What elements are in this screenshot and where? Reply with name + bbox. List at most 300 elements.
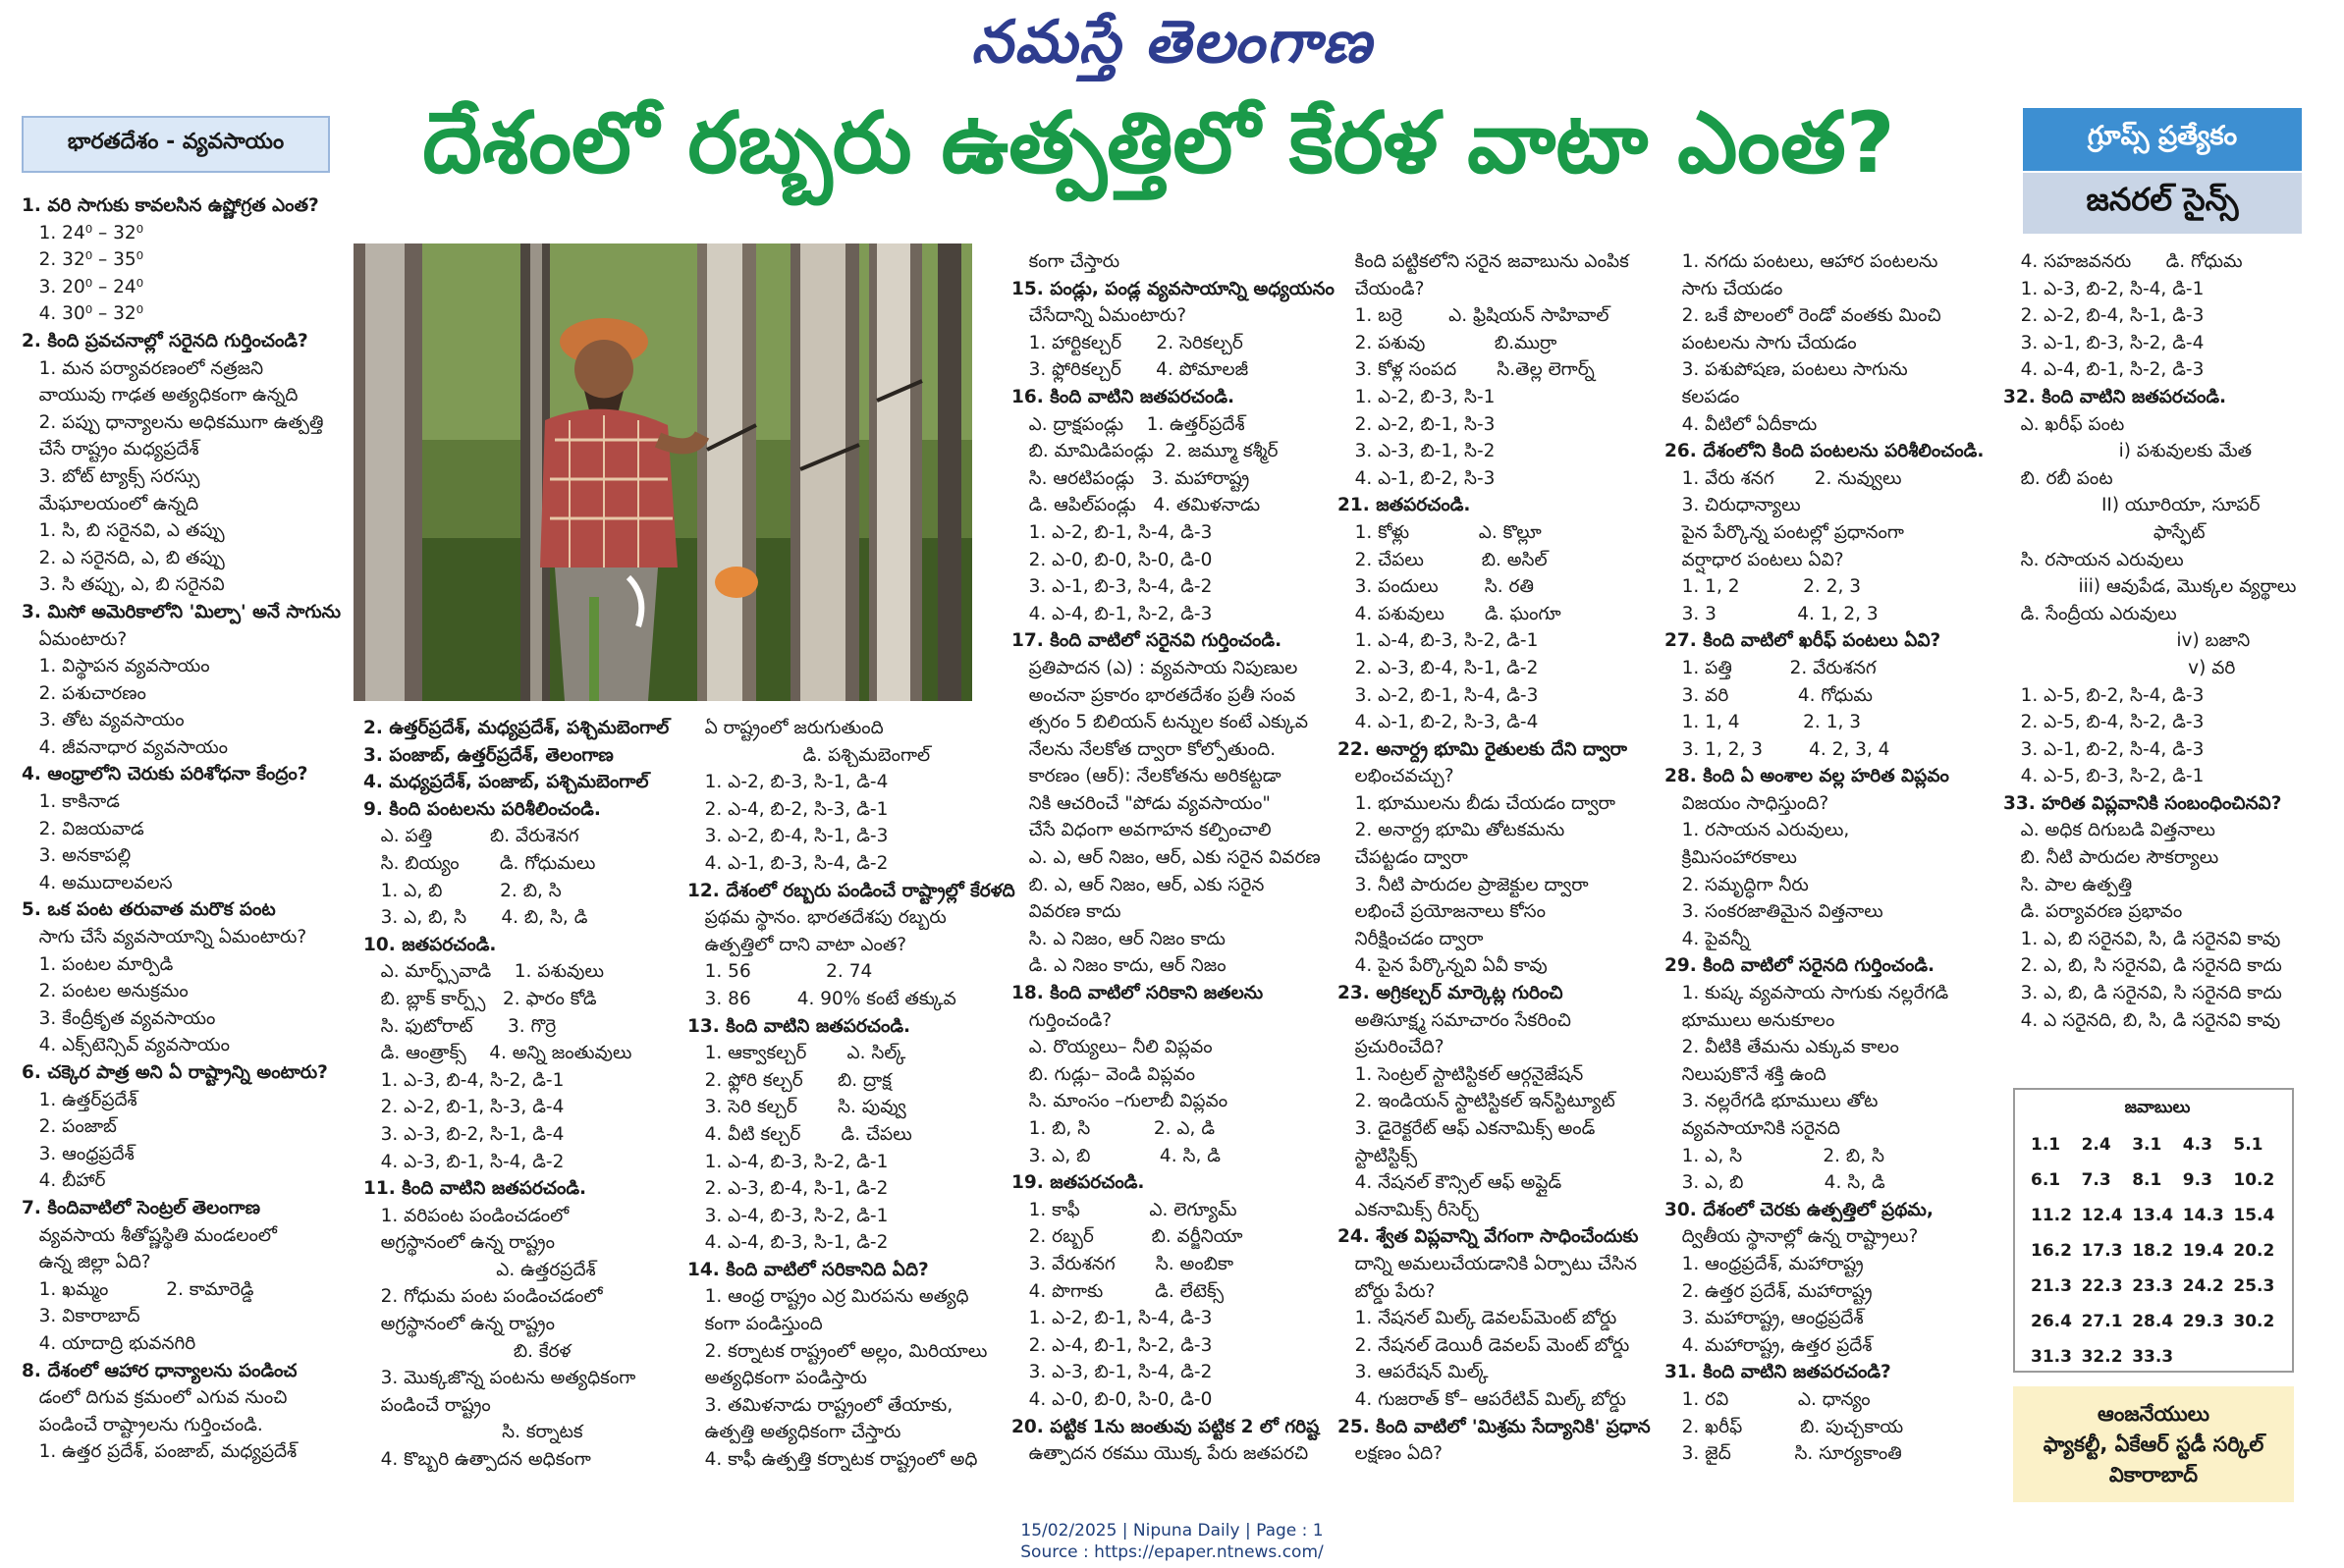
question-stem: 4. ఆంధ్రాలోని చెరుకు పరిశోధనా కేంద్రం? <box>22 764 308 785</box>
answer-item: 5.1 <box>2233 1135 2263 1155</box>
question-line: 3. పశుపోషణ, పంటలు సాగును <box>1664 359 1908 381</box>
question-line: 1. 24⁰ – 32⁰ <box>22 222 144 243</box>
question-line: 4. సహజవనరు డి. గోధుమ <box>2003 251 2243 272</box>
question-line: 1. పత్తి 2. వేరుశనగ <box>1664 657 1877 678</box>
question-line: లభించే ప్రయోజనాలు కోసం <box>1337 901 1547 923</box>
question-line: ఎకనామిక్స్ రీసెర్చ్ <box>1337 1199 1479 1220</box>
question-line: 1. సెంట్రల్ స్టాటిస్టికల్ ఆర్గనైజేషన్ <box>1337 1063 1584 1085</box>
question-line: 3. మహారాష్ట్ర, ఆంధ్రప్రదేశ్ <box>1664 1308 1864 1329</box>
question-stem: 30. దేశంలో చెరకు ఉత్పత్తిలో ప్రథమ, <box>1664 1199 1934 1220</box>
question-line: 3. ఎ-3, బి-1, సి-2 <box>1337 441 1496 462</box>
question-line: కారణం (ఆర్): నేలకోతను అరికట్టడా <box>1011 766 1281 787</box>
question-line: v) వరి <box>2003 657 2236 678</box>
answer-item: 24.2 <box>2182 1276 2224 1296</box>
question-line: 4. అముదాలవలస <box>22 872 173 893</box>
question-line: కలపడం <box>1664 386 1740 407</box>
question-line: ఎ. రొయ్యలు– నీలి విప్లవం <box>1011 1037 1213 1058</box>
question-line: 3. 1, 2, 3 4. 2, 3, 4 <box>1664 738 1890 760</box>
question-line: 3. ఎ, బి, డి సరైనవి, సి సరైనది కాదు <box>2003 983 2282 1004</box>
question-line: చేయండి? <box>1337 278 1425 299</box>
question-line: 2. ఎ-3, బి-4, సి-1, డి-2 <box>687 1178 889 1200</box>
question-line: 1. కుష్క వ్యవసాయ సాగుకు నల్లరేగడి <box>1664 983 1949 1004</box>
answer-item: 2.4 <box>2081 1135 2111 1155</box>
answer-item: 7.3 <box>2081 1170 2111 1190</box>
question-line: 2. ఉత్తర ప్రదేశ్, మహారాష్ట్ర <box>1664 1280 1873 1302</box>
question-stem: 3. పంజాబ్, ఉత్తర్‌ప్రదేశ్, తెలంగాణ <box>363 744 614 766</box>
question-stem: 28. కింది ఏ అంశాల వల్ల హరిత విప్లవం <box>1664 766 1949 787</box>
question-line: 3. తోట వ్యవసాయం <box>22 710 185 731</box>
question-line: 1. ఎ-2, బి-3, సి-1 <box>1337 386 1496 407</box>
question-line: సి. పాల ఉత్పత్తి <box>2003 874 2133 895</box>
question-stem: 13. కింది వాటిని జతపరచండి. <box>687 1015 911 1037</box>
column-2 <box>363 715 676 1474</box>
question-line: 1. హార్టికల్చర్ 2. సెరికల్చర్ <box>1011 332 1243 353</box>
question-line: పండించే రాష్ట్రం <box>363 1394 491 1416</box>
question-stem: 14. కింది వాటిలో సరికానిది ఏది? <box>687 1259 929 1280</box>
answer-item: 32.2 <box>2081 1347 2123 1367</box>
question-line: సి. ఆరటిపండ్లు 3. మహారాష్ట్ర <box>1011 467 1250 489</box>
question-line: సి. రసాయన ఎరువులు <box>2003 549 2184 570</box>
answers-grid <box>2031 1135 2284 1367</box>
question-line: 2. ఒకే పొలంలో రెండో వంతకు మించి <box>1664 305 1941 327</box>
question-line: 4. ఎ-1, బి-3, సి-4, డి-2 <box>687 852 889 874</box>
question-line: 2. విజయవాడ <box>22 818 144 839</box>
answer-item: 15.4 <box>2233 1206 2275 1225</box>
question-line: వ్యవసాయ శీతోష్ణస్థితి మండలంలో <box>22 1224 277 1246</box>
question-line: 3. సంకరజాతిమైన విత్తనాలు <box>1664 901 1883 923</box>
question-line: 4. ఎ-1, బి-2, సి-3 <box>1337 467 1496 489</box>
question-stem: 8. దేశంలో ఆహార ధాన్యాలను పండించ <box>22 1360 298 1381</box>
answer-item: 25.3 <box>2233 1276 2275 1296</box>
question-line: 1. 56 2. 74 <box>687 961 873 983</box>
question-stem: 17. కింది వాటిలో సరైనవి గుర్తించండి. <box>1011 630 1282 652</box>
question-line: అగ్రస్థానంలో ఉన్న రాష్ట్రం <box>363 1314 555 1335</box>
question-stem: 18. కింది వాటిలో సరికాని జతలను <box>1011 983 1264 1004</box>
footer-date-line: 15/02/2025 | Nipuna Daily | Page : 1 <box>1020 1521 1324 1541</box>
question-line: 2. పప్పు ధాన్యాలను అధికముగా ఉత్పత్తి <box>22 411 324 433</box>
question-line: 2. చేపలు బి. అసిల్ <box>1337 549 1548 570</box>
question-line: ఫాస్ఫేట్ <box>2003 521 2206 543</box>
question-line: డి. ఆంత్రాక్స్ 4. అన్ని జంతువులు <box>363 1043 632 1064</box>
question-line: 2. ఎ-2, బి-1, సి-3, డి-4 <box>363 1097 565 1118</box>
question-line: 4. నేషనల్ కౌన్సిల్ ఆఫ్ అప్లైడ్ <box>1337 1172 1562 1194</box>
answer-item: 11.2 <box>2031 1206 2072 1225</box>
question-line: ఉత్పత్తిలో దాని వాటా ఎంత? <box>687 934 907 955</box>
question-line: ప్రతిపాదన (ఎ) : వ్యవసాయ నిపుణుల <box>1011 657 1298 678</box>
question-line: విజయం సాధిస్తుంది? <box>1664 792 1829 814</box>
question-line: iii) ఆవుపేడ, మొక్కల వ్యర్థాలు <box>2003 576 2297 598</box>
question-line: నేలను నేలకోత ద్వారా కోల్పోతుంది. <box>1011 738 1277 760</box>
question-line: 1. ఆంధ్రప్రదేశ్, మహారాష్ట్ర <box>1664 1253 1864 1274</box>
question-line: 3. 20⁰ – 24⁰ <box>22 276 144 297</box>
question-line: 4. పైన పేర్కొన్నవి ఏవీ కావు <box>1337 955 1548 977</box>
question-line: త్సరం 5 బిలియన్ టన్నుల కంటే ఎక్కువ <box>1011 712 1308 733</box>
question-line: సి. బియ్యం డి. గోధుమలు <box>363 852 596 874</box>
question-line: సి. ఫుటోరాట్ 3. గొర్రె <box>363 1015 557 1037</box>
question-line: లక్షణం ఏది? <box>1337 1443 1443 1465</box>
question-line: లభించవచ్చు? <box>1337 766 1454 787</box>
question-stem: 21. జతపరచండి. <box>1337 495 1471 516</box>
question-line: 3. ఎ-2, బి-1, సి-4, డి-3 <box>1337 684 1539 706</box>
question-line: 3. వరి 4. గోధుమ <box>1664 684 1873 706</box>
question-stem: 3. మిసో అమెరికాలోని 'మిల్పా' అనే సాగును <box>22 601 342 622</box>
question-line: 2. రబ్బర్ బి. వర్జీనియా <box>1011 1226 1243 1248</box>
answer-item: 30.2 <box>2233 1312 2275 1331</box>
question-line: 3. వికారాబాద్ <box>22 1306 140 1327</box>
question-line: 1. ఎ-4, బి-3, సి-2, డి-1 <box>687 1151 889 1172</box>
column-3 <box>687 715 1015 1474</box>
question-line: 4. పొగాకు డి. లేటెక్స్ <box>1011 1280 1225 1302</box>
question-line: సి. మాంసం –గులాబీ విప్లవం <box>1011 1091 1228 1112</box>
question-line: ఉత్పాదన రకము యొక్క పేరు జతపరచి <box>1011 1443 1309 1465</box>
column-4 <box>1011 248 1335 1468</box>
question-line: డి. పశ్చిమబెంగాల్ <box>687 744 931 766</box>
question-line: ఎ. ఖరీఫ్ పంట <box>2003 413 2125 435</box>
answer-item: 14.3 <box>2182 1206 2224 1225</box>
answer-item: 3.1 <box>2132 1135 2162 1155</box>
question-line: 1. ఉత్తర ప్రదేశ్, పంజాబ్, మధ్యప్రదేశ్ <box>22 1441 298 1463</box>
question-line: అత్యధికంగా పండిస్తారు <box>687 1368 867 1389</box>
question-line: 1. ఉత్తర్‌ప్రదేశ్ <box>22 1089 137 1110</box>
question-line: 3. అనకాపల్లి <box>22 845 132 867</box>
question-line: 2. ఎ-3, బి-4, సి-1, డి-2 <box>1337 657 1539 678</box>
question-line: 3. చిరుధాన్యాలు <box>1664 495 1801 516</box>
question-line: 1. ఎ-5, బి-2, సి-4, డి-3 <box>2003 684 2205 706</box>
question-line: 4. వీటిలో ఏదీకాదు <box>1664 413 1818 435</box>
question-line: 3. ఎ, బి, సి 4. బి, సి, డి <box>363 907 588 929</box>
answer-item: 8.1 <box>2132 1170 2162 1190</box>
question-line: 2. అనార్ద్ర భూమి తోటకమను <box>1337 820 1565 841</box>
question-line: 2. సమృద్ధిగా నీరు <box>1664 874 1809 895</box>
question-line: iv) బజాని <box>2003 630 2251 652</box>
question-line: ఎ. మార్ఫ్స్‌వాడి 1. పశువులు <box>363 961 605 983</box>
question-line: 3. సెరి కల్చర్ సి. పువ్వు <box>687 1097 906 1118</box>
question-line: క్రిమిసంహారకాలు <box>1664 847 1797 869</box>
question-line: ఎ. పత్తి బి. వేరుశెనగ <box>363 826 579 847</box>
question-line: సి. కర్నాటక <box>363 1422 583 1443</box>
question-stem: 33. హరిత విప్లవానికి సంబంధించినవి? <box>2003 792 2282 814</box>
question-line: 2. ఎ సరైనది, ఎ, బి తప్పు <box>22 547 225 568</box>
question-line: 2. పశువు బి.ముర్రా <box>1337 332 1557 353</box>
question-line: 1. రవి ఎ. ధాన్యం <box>1664 1388 1871 1410</box>
question-stem: 1. వరి సాగుకు కావలసిన ఉష్ణోగ్రత ఎంత? <box>22 195 319 216</box>
question-line: 3. ఎ-1, బి-2, సి-4, డి-3 <box>2003 738 2205 760</box>
question-line: డి. పర్యావరణ ప్రభావం <box>2003 901 2183 923</box>
question-line: 1. ఎ-2, బి-3, సి-1, డి-4 <box>687 772 889 793</box>
answer-item: 13.4 <box>2132 1206 2174 1225</box>
question-line: 2. ఎ-2, బి-1, సి-3 <box>1337 413 1496 435</box>
question-stem: 9. కింది పంటలను పరిశీలించండి. <box>363 798 601 820</box>
question-line: 4. ఎక్స్‌టెన్సివ్ వ్యవసాయం <box>22 1035 231 1056</box>
question-stem: 29. కింది వాటిలో సరైనది గుర్తించండి. <box>1664 955 1935 977</box>
article-headline: దేశంలో రబ్బరు ఉత్పత్తిలో కేరళ వాటా ఎంత? <box>422 94 1895 192</box>
question-line: 3. ఎ, బి 4. సి, డి <box>1011 1145 1221 1166</box>
question-line: 4. ఎ-4, బి-3, సి-1, డి-2 <box>687 1232 889 1254</box>
question-line: 4. వీటి కల్చర్ డి. చేపలు <box>687 1123 912 1145</box>
question-line: కంగా పండిస్తుంది <box>687 1314 823 1335</box>
question-line: బి. మామిడిపండ్లు 2. జమ్మూ కశ్మీర్ <box>1011 441 1279 462</box>
question-line: 1. బి, సి 2. ఎ, డి <box>1011 1118 1216 1139</box>
question-stem: 4. మధ్యప్రదేశ్, పంజాబ్, పశ్చిమబెంగాల్ <box>363 772 649 793</box>
question-line: 3. నీటి పారుదల ప్రాజెక్టుల ద్వారా <box>1337 874 1589 895</box>
answer-item: 20.2 <box>2233 1241 2275 1261</box>
question-line: 4. ఎ-4, బి-1, సి-2, డి-3 <box>1011 603 1213 624</box>
question-line: అతిసూక్ష్మ సమాచారం సేకరించి <box>1337 1009 1571 1031</box>
question-line: 1. ఎ, బి 2. బి, సి <box>363 880 562 901</box>
question-stem: 7. కిందివాటిలో సెంట్రల్ తెలంగాణ <box>22 1197 261 1218</box>
question-line: డి. ఎ నిజం కాదు, ఆర్ నిజం <box>1011 955 1227 977</box>
question-line: అగ్రస్థానంలో ఉన్న రాష్ట్రం <box>363 1232 555 1254</box>
question-line: 4. ఎ-3, బి-1, సి-4, డి-2 <box>363 1151 565 1172</box>
answer-item: 9.3 <box>2182 1170 2212 1190</box>
question-line: ప్రథమ స్థానం. భారతదేశపు రబ్బరు <box>687 907 947 929</box>
question-stem: 23. అగ్రికల్చర్ మార్కెట్ల గురించి <box>1337 983 1563 1004</box>
answer-item: 1.1 <box>2031 1135 2061 1155</box>
question-line: 3. పందులు సి. రతి <box>1337 576 1534 598</box>
question-line: 4. ఎ-0, బి-0, సి-0, డి-0 <box>1011 1388 1213 1410</box>
question-line: 1. ఆక్వాకల్చర్ ఎ. సిల్క్ <box>687 1043 906 1064</box>
subject-tag: జనరల్ సైన్స్ <box>2023 173 2302 234</box>
question-line: II) యూరియా, సూపర్ <box>2003 495 2261 516</box>
question-line: 4. మహారాష్ట్ర, ఉత్తర ప్రదేశ్ <box>1664 1334 1873 1356</box>
question-line: 3. ఎ-3, బి-1, సి-4, డి-2 <box>1011 1362 1213 1383</box>
question-line: 1. నగదు పంటలు, ఆహార పంటలను <box>1664 251 1938 272</box>
question-line: ఉన్న జిల్లా ఏది? <box>22 1252 151 1273</box>
question-line: 3. ఎ-3, బి-2, సి-1, డి-4 <box>363 1123 565 1145</box>
question-stem: 15. పండ్లు, పండ్ల వ్యవసాయాన్ని అధ్యయనం <box>1011 278 1335 299</box>
answer-item: 33.3 <box>2132 1347 2174 1367</box>
question-line: సాగు చేయడం <box>1664 278 1783 299</box>
question-line: సి. ఎ నిజం, ఆర్ నిజం కాదు <box>1011 928 1226 949</box>
question-line: i) పశువులకు మేత <box>2003 441 2253 462</box>
question-line: పైన పేర్కొన్న పంటల్లో ప్రధానంగా <box>1664 521 1904 543</box>
answer-item: 27.1 <box>2081 1312 2123 1331</box>
question-line: ప్రచురించేది? <box>1337 1037 1445 1058</box>
question-line: 4. ఎ సరైనది, బి, సి, డి సరైనవి కావు <box>2003 1009 2281 1031</box>
question-line: 3. కేంద్రీకృత వ్యవసాయం <box>22 1007 216 1029</box>
question-stem: 16. కింది వాటిని జతపరచండి. <box>1011 386 1235 407</box>
question-stem: 31. కింది వాటిని జతపరచండి? <box>1664 1362 1891 1383</box>
answer-item: 12.4 <box>2081 1206 2123 1225</box>
question-line: 1. వేరు శనగ 2. నువ్వులు <box>1664 467 1902 489</box>
question-line: 3. ఎ-4, బి-3, సి-2, డి-1 <box>687 1205 889 1226</box>
answer-item: 17.3 <box>2081 1241 2123 1261</box>
question-line: 3. బోట్ ట్యాక్స్ సరస్సు <box>22 465 200 487</box>
question-line: ఏ రాష్ట్రంలో జరుగుతుంది <box>687 718 884 738</box>
question-line: 1. ఎ-2, బి-1, సి-4, డి-3 <box>1011 521 1213 543</box>
question-line: సాగు చేసే వ్యవసాయాన్ని ఏమంటారు? <box>22 927 307 948</box>
question-line: అంచనా ప్రకారం భారతదేశం ప్రతీ సంవ <box>1011 684 1296 706</box>
question-line: 2. పశుచారణం <box>22 682 146 704</box>
question-stem: 5. ఒక పంట తరువాత మరొక పంట <box>22 899 276 921</box>
question-line: 3. ఎ-1, బి-3, సి-4, డి-2 <box>1011 576 1213 598</box>
question-line: 3. ఎ, బి 4. సి, డి <box>1664 1172 1885 1194</box>
question-line: చేసే విధంగా అవగాహన కల్పించాలి <box>1011 820 1272 841</box>
question-line: 2. ఎ-2, బి-4, సి-1, డి-3 <box>2003 305 2205 327</box>
question-line: 1. ఆంధ్ర రాష్ట్రం ఎర్ర మిరపను అత్యధి <box>687 1286 969 1308</box>
question-line: ఎ. ఉత్తరప్రదేశ్ <box>363 1259 596 1280</box>
question-line: 1. ఎ-3, బి-4, సి-2, డి-1 <box>363 1069 565 1091</box>
question-line: 2. 32⁰ – 35⁰ <box>22 249 144 271</box>
section-tag: భారతదేశం - వ్యవసాయం <box>22 116 330 173</box>
question-stem: 22. అనార్ద్ర భూమి రైతులకు దేని ద్వారా <box>1337 738 1628 760</box>
question-line: ఏమంటారు? <box>22 628 128 650</box>
question-line: 2. ఇండియన్ స్టాటిస్టికల్ ఇన్‌స్టిట్యూట్ <box>1337 1091 1615 1112</box>
question-line: స్టాటిస్టిక్స్ <box>1337 1145 1418 1166</box>
question-line: కింది పట్టికలోని సరైన జవాబును ఎంపిక <box>1337 251 1629 272</box>
author-name: ఆంజనేయులు <box>2098 1401 2209 1426</box>
question-line: 3. జైద్ సి. సూర్యకాంతి <box>1664 1443 1902 1465</box>
question-line: 1. కాఫీ ఎ. లెగ్యూమ్ <box>1011 1199 1237 1220</box>
question-line: చేపట్టడం ద్వారా <box>1337 847 1468 869</box>
question-line: 1. ఎ, సి 2. బి, సి <box>1664 1145 1884 1166</box>
question-line: ఉత్పత్తి అత్యధికంగా చేస్తారు <box>687 1422 901 1443</box>
question-line: 2. ఎ-5, బి-4, సి-2, డి-3 <box>2003 712 2205 733</box>
question-line: 3. డైరెక్టరేట్ ఆఫ్ ఎకనామిక్స్ అండ్ <box>1337 1118 1596 1139</box>
question-line: 1. భూములను బీడు చేయడం ద్వారా <box>1337 792 1615 814</box>
question-line: ఎ. ద్రాక్షపండ్లు 1. ఉత్తర్‌ప్రదేశ్ <box>1011 413 1245 435</box>
question-line: 1. ఎ-3, బి-2, సి-4, డి-1 <box>2003 278 2205 299</box>
question-line: పండించే రాష్ట్రాలను గుర్తించండి. <box>22 1414 263 1435</box>
question-line: 1. కాకినాడ <box>22 791 120 813</box>
question-stem: 26. దేశంలోని కింది పంటలను పరిశీలించండి. <box>1664 441 1985 462</box>
author-place: వికారాబాద్ <box>2108 1462 2199 1487</box>
question-line: చేసేదాన్ని ఏమంటారు? <box>1011 305 1187 327</box>
question-line: కంగా చేస్తారు <box>1011 251 1120 272</box>
question-line: 3. ఎ-2, బి-4, సి-1, డి-3 <box>687 826 889 847</box>
question-line: 1. వరిపంట పండించడంలో <box>363 1205 570 1226</box>
column-5 <box>1337 248 1652 1468</box>
question-line: 4. ఎ-1, బి-2, సి-3, డి-4 <box>1337 712 1539 733</box>
question-line: ద్వితీయ స్థానాల్లో ఉన్న రాష్ట్రాలు? <box>1664 1226 1919 1248</box>
column-7 <box>2003 248 2327 1034</box>
question-line: 3. సి తప్పు, ఎ, బి సరైనవి <box>22 574 225 596</box>
question-stem: 10. జతపరచండి. <box>363 934 497 955</box>
question-line: బి. కేరళ <box>363 1340 572 1362</box>
question-line: 1. ఖమ్మం 2. కామారెడ్డి <box>22 1278 254 1300</box>
question-stem: 2. ఉత్తర్‌ప్రదేశ్, మధ్యప్రదేశ్, పశ్చిమబెంగాల్ <box>363 718 670 738</box>
question-stem: 11. కింది వాటిని జతపరచండి. <box>363 1178 587 1200</box>
question-line: 1. విస్థాపన వ్యవసాయం <box>22 656 210 677</box>
question-line: 1. బర్రె ఎ. ఫ్రిషియన్ సాహివాల్ <box>1337 305 1609 327</box>
question-line: 4. జీవనాధార వ్యవసాయం <box>22 736 228 758</box>
question-line: 3. కోళ్ల సంపద సి.తెల్ల లెగార్న్ <box>1337 359 1595 381</box>
footer-source-line: Source : https://epaper.ntnews.com/ <box>1020 1542 1324 1562</box>
question-line: బి. గుడ్లు– వెండి విప్లవం <box>1011 1063 1196 1085</box>
question-line: 1. కోళ్లు ఎ. కొల్లూ <box>1337 521 1542 543</box>
question-line: బోర్డు పేరు? <box>1337 1280 1436 1302</box>
question-line: 4. ఎ-5, బి-3, సి-2, డి-1 <box>2003 766 2205 787</box>
question-line: 3. వేరుశనగ సి. అంబికా <box>1011 1253 1234 1274</box>
question-line: 1. 1, 2 2. 2, 3 <box>1664 576 1861 598</box>
answer-item: 22.3 <box>2081 1276 2123 1296</box>
question-line: 2. గోధుమ పంట పండించడంలో <box>363 1286 603 1308</box>
question-line: 3. తమిళనాడు రాష్ట్రంలో తేయాకు, <box>687 1394 954 1416</box>
question-line: బి. బ్లాక్ కార్ప్స్ 2. ఫారం కోడి <box>363 988 597 1009</box>
question-line: 2. పంజాబ్ <box>22 1116 117 1138</box>
answer-item: 19.4 <box>2182 1241 2224 1261</box>
question-line: 1. సి, బి సరైనవి, ఎ తప్పు <box>22 520 225 542</box>
question-stem: 12. దేశంలో రబ్బరు పండించే రాష్ట్రాల్లో కేరళది <box>687 880 1015 901</box>
question-line: 1. మన పర్యావరణంలో నత్రజని <box>22 357 264 379</box>
question-line: 1. నేషనల్ మిల్క్ డెవలప్‌మెంట్ బోర్డు <box>1337 1308 1617 1329</box>
column-6 <box>1664 248 1989 1468</box>
answer-item: 23.3 <box>2132 1276 2174 1296</box>
question-line: 3. మొక్కజొన్న పంటను అత్యధికంగా <box>363 1368 636 1389</box>
question-line: డి. ఆపిల్‌పండ్లు 4. తమిళనాడు <box>1011 495 1261 516</box>
question-line: డి. సేంద్రీయ ఎరువులు <box>2003 603 2177 624</box>
newspaper-masthead: నమస్తే తెలంగాణ <box>970 8 1374 77</box>
answers-box <box>2013 1088 2294 1373</box>
question-line: 3. ఎ-1, బి-3, సి-2, డి-4 <box>2003 332 2205 353</box>
question-line: డంలో దిగువ క్రమంలో ఎగువ నుంచి <box>22 1387 288 1409</box>
question-stem: 24. శ్వేత విప్లవాన్ని వేగంగా సాధించేందుకు <box>1337 1226 1639 1248</box>
question-line: 2. ఎ-4, బి-2, సి-3, డి-1 <box>687 798 889 820</box>
groups-special-tag: గ్రూప్స్ ప్రత్యేకం <box>2023 108 2302 171</box>
question-line: 3. ఆంధ్రప్రదేశ్ <box>22 1143 135 1164</box>
question-line: 3. ఫ్లోరికల్చర్ 4. పోమాలజీ <box>1011 359 1249 381</box>
question-stem: 27. కింది వాటిలో ఖరీఫ్ పంటలు ఏవి? <box>1664 630 1941 652</box>
question-line: 3. నల్లరేగడి భూములు తోట <box>1664 1091 1879 1112</box>
answer-item: 28.4 <box>2132 1312 2174 1331</box>
question-line: 4. యాదాద్రి భువనగిరి <box>22 1332 196 1354</box>
question-line: 4. పైవన్నీ <box>1664 928 1750 949</box>
answer-item: 18.2 <box>2132 1241 2174 1261</box>
question-line: ఎ. ఎ, ఆర్ నిజం, ఆర్, ఎకు సరైన వివరణ <box>1011 847 1321 869</box>
question-line: 2. వీటికి తేమను ఎక్కువ కాలం <box>1664 1037 1899 1058</box>
question-line: 4. కాఫీ ఉత్పత్తి కర్నాటక రాష్ట్రంలో అధి <box>687 1449 978 1471</box>
question-line: 4. బీహార్ <box>22 1170 106 1192</box>
question-line: భూములు అనుకూలం <box>1664 1009 1835 1031</box>
question-line: ఎ. అధిక దిగుబడి విత్తనాలు <box>2003 820 2215 841</box>
question-line: 2. ఫ్లోరి కల్చర్ బి. ద్రాక్ష <box>687 1069 892 1091</box>
question-line: బి. ఎ, ఆర్ నిజం, ఆర్, ఎకు సరైన <box>1011 874 1265 895</box>
footer <box>0 1520 2344 1563</box>
question-line: వర్షాధార పంటలు ఏవి? <box>1664 549 1844 570</box>
question-line: 1. 1, 4 2. 1, 3 <box>1664 712 1861 733</box>
question-stem: 2. కింది ప్రవచనాల్లో సరైనది గుర్తించండి? <box>22 330 308 351</box>
question-line: 2. ఖరీఫ్ బి. పుచ్చకాయ <box>1664 1416 1904 1437</box>
question-line: 2. పంటల అనుక్రమం <box>22 981 189 1002</box>
question-line: 1. ఎ-4, బి-3, సి-2, డి-1 <box>1337 630 1539 652</box>
question-line: నిరీక్షించడం ద్వారా <box>1337 928 1484 949</box>
question-line: 2. ఎ, బి, సి సరైనవి, డి సరైనది కాదు <box>2003 955 2282 977</box>
question-line: దాన్ని అమలుచేయడానికి ఏర్పాటు చేసిన <box>1337 1253 1638 1274</box>
question-line: 1. పంటల మార్పిడి <box>22 953 174 975</box>
question-line: గుర్తించండి? <box>1011 1009 1113 1031</box>
answer-item: 26.4 <box>2031 1312 2072 1331</box>
question-line: 2. నేషనల్ డెయిరీ డెవలప్ మెంట్ బోర్డు <box>1337 1334 1630 1356</box>
answer-item: 6.1 <box>2031 1170 2061 1190</box>
author-title: ఫ్యాకల్టీ, ఏకేఆర్ స్టడీ సర్కిల్ <box>2043 1432 2264 1456</box>
answer-item: 10.2 <box>2233 1170 2275 1190</box>
question-line: 4. పశువులు డి. ఘంగూ <box>1337 603 1561 624</box>
author-credit <box>2013 1386 2294 1502</box>
answer-item: 4.3 <box>2182 1135 2212 1155</box>
question-line: 2. కర్నాటక రాష్ట్రంలో అల్లం, మిరియాలు <box>687 1340 988 1362</box>
answer-item: 29.3 <box>2182 1312 2224 1331</box>
question-line: చేసే రాష్ట్రం మధ్యప్రదేశ్ <box>22 439 199 460</box>
question-stem: 6. చక్కెర పాత్ర అని ఏ రాష్ట్రాన్ని అంటారు? <box>22 1062 328 1083</box>
question-line: బి. రబీ పంట <box>2003 467 2113 489</box>
question-line: 1. ఎ-2, బి-1, సి-4, డి-3 <box>1011 1308 1213 1329</box>
question-line: 4. కొబ్బరి ఉత్పాదన అధికంగా <box>363 1449 591 1471</box>
question-line: 3. 3 4. 1, 2, 3 <box>1664 603 1879 624</box>
rubber-tapping-photo <box>354 243 972 701</box>
question-line: 4. 30⁰ – 32⁰ <box>22 303 144 325</box>
question-line: 2. ఎ-4, బి-1, సి-2, డి-3 <box>1011 1334 1213 1356</box>
question-line: బి. నీటి పారుదల సౌకర్యాలు <box>2003 847 2219 869</box>
